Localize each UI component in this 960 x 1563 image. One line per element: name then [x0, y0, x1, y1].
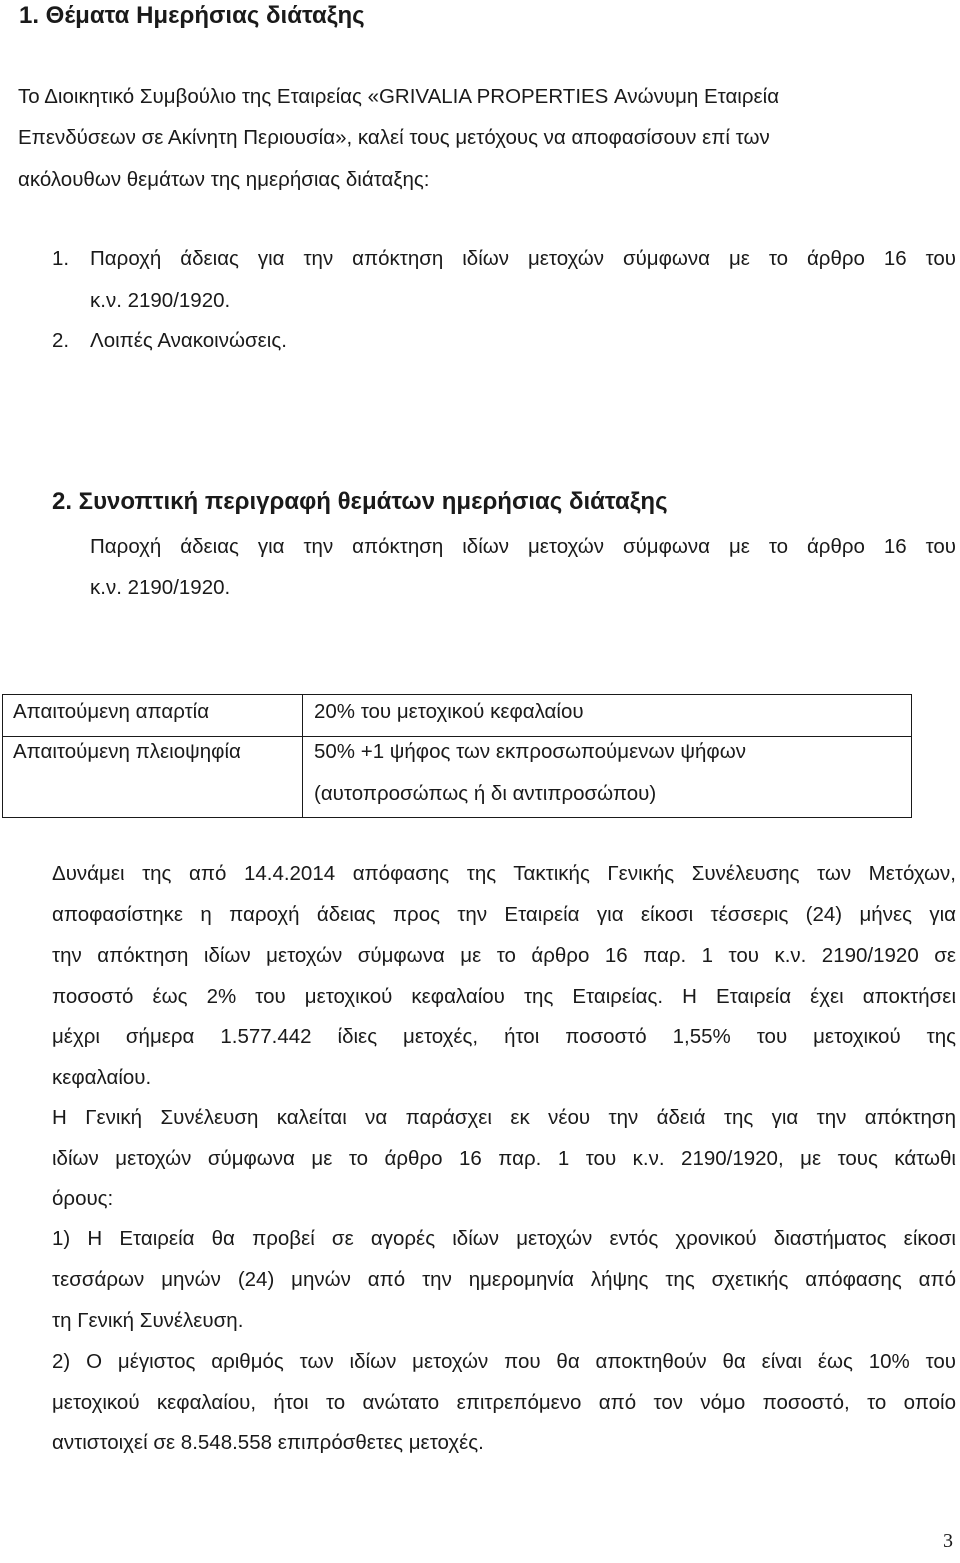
term2-line-3: αντιστοιχεί σε 8.548.558 επιπρόσθετες μετοχές. — [52, 1431, 484, 1454]
term2-line-1: 2) Ο μέγιστος αριθμός των ιδίων μετοχών που θα αποκτηθούν θα είναι έως 10% του — [52, 1350, 956, 1373]
majority-value-line2: (αυτοπροσώπως ή δι αντιπροσώπου) — [314, 782, 657, 805]
intro-line-2: Επενδύσεων σε Ακίνητη Περιουσία», καλεί τους μετόχους να αποφασίσουν επί των — [18, 126, 770, 149]
term1-line-3: τη Γενική Συνέλευση. — [52, 1309, 244, 1332]
section1-heading: 1. Θέματα Ημερήσιας διάταξης — [19, 2, 365, 29]
term1-line-1: 1) Η Εταιρεία θα προβεί σε αγορές ιδίων μετοχών εντός χρονικού διαστήματος είκοσι — [52, 1227, 956, 1250]
agenda-item-1-line1: Παροχή άδειας για την απόκτηση ιδίων μετοχών σύμφωνα με το άρθρο 16 του — [90, 247, 956, 270]
requirements-table — [2, 694, 912, 818]
quorum-value: 20% του μετοχικού κεφαλαίου — [314, 700, 584, 723]
para1-line-2: αποφασίστηκε η παροχή άδειας προς την Εταιρεία για είκοσι τέσσερις (24) μήνες για — [52, 903, 956, 926]
para1-line-4: ποσοστό έως 2% του μετοχικού κεφαλαίου της Εταιρείας. Η Εταιρεία έχει αποκτήσει — [52, 985, 956, 1008]
section2-subtitle-line2: κ.ν. 2190/1920. — [90, 576, 231, 599]
majority-value-line1: 50% +1 ψήφος των εκπροσωπούμενων ψήφων — [314, 740, 746, 763]
page-number: 3 — [943, 1530, 953, 1552]
term2-line-2: μετοχικού κεφαλαίου, ήτοι το ανώτατο επιτρεπόμενο από τον νόμο ποσοστό, το οποίο — [52, 1391, 956, 1414]
table-column-divider — [302, 695, 303, 817]
intro-line-1: Το Διοικητικό Συμβούλιο της Εταιρείας «GRIVALIA PROPERTIES Ανώνυμη Εταιρεία — [18, 85, 780, 108]
table-row-divider — [3, 736, 911, 737]
para1-line-5: μέχρι σήμερα 1.577.442 ίδιες μετοχές, ήτοι ποσοστό 1,55% του μετοχικού της — [52, 1025, 956, 1048]
intro-line-3: ακόλουθων θεμάτων της ημερήσιας διάταξης: — [18, 168, 430, 191]
quorum-label: Απαιτούμενη απαρτία — [13, 700, 210, 723]
term1-line-2: τεσσάρων μηνών (24) μηνών από την ημερομηνία λήψης της σχετικής απόφασης από — [52, 1268, 956, 1291]
para1-line-6: κεφαλαίου. — [52, 1066, 152, 1089]
section2-subtitle-line1: Παροχή άδειας για την απόκτηση ιδίων μετοχών σύμφωνα με το άρθρο 16 του — [90, 535, 956, 558]
para2-line-2: ιδίων μετοχών σύμφωνα με το άρθρο 16 παρ. 1 του κ.ν. 2190/1920, με τους κάτωθι — [52, 1147, 956, 1170]
para2-line-3: όρους: — [52, 1187, 114, 1210]
agenda-item-1-line2: κ.ν. 2190/1920. — [90, 289, 231, 312]
agenda-item-2-number: 2. — [52, 329, 70, 352]
para1-line-1: Δυνάμει της από 14.4.2014 απόφασης της Τακτικής Γενικής Συνέλευσης των Μετόχων, — [52, 862, 956, 885]
section2-heading: 2. Συνοπτική περιγραφή θεμάτων ημερήσιας διάταξης — [52, 488, 668, 515]
para2-line-1: Η Γενική Συνέλευση καλείται να παράσχει εκ νέου την άδειά της για την απόκτηση — [52, 1106, 956, 1129]
majority-label: Απαιτούμενη πλειοψηφία — [13, 740, 241, 763]
agenda-item-1-number: 1. — [52, 247, 70, 270]
para1-line-3: την απόκτηση ιδίων μετοχών σύμφωνα με το άρθρο 16 παρ. 1 του κ.ν. 2190/1920 σε — [52, 944, 956, 967]
agenda-item-2-text: Λοιπές Ανακοινώσεις. — [90, 329, 287, 352]
